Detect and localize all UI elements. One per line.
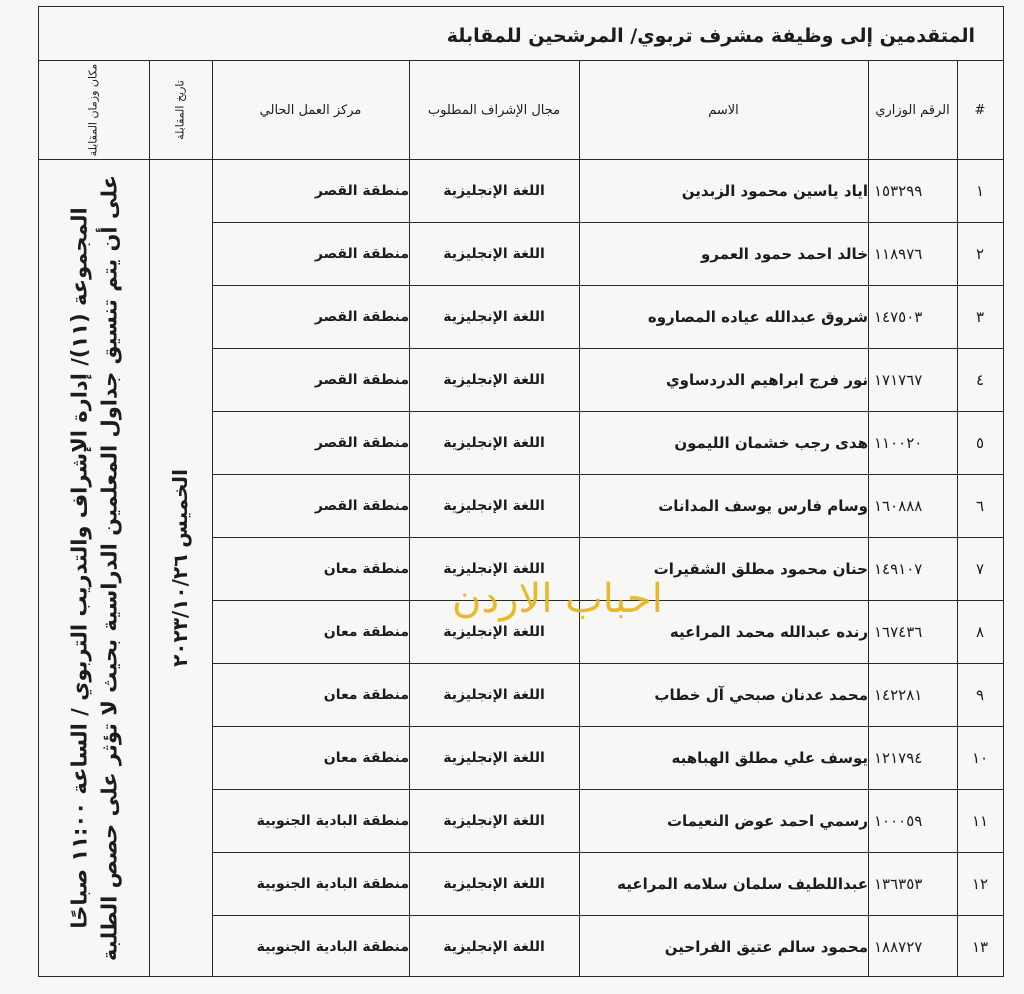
row-workplace: منطقة معان xyxy=(323,686,409,703)
row-supervision-field: اللغة الإنجليزية xyxy=(443,308,545,325)
row-workplace: منطقة البادية الجنوبية xyxy=(256,938,409,955)
row-name: عبداللطيف سلمان سلامه المراعيه xyxy=(617,874,868,893)
row-index: ٤ xyxy=(975,370,985,389)
row-supervision-field: اللغة الإنجليزية xyxy=(443,686,545,703)
row-name: خالد احمد حمود العمرو xyxy=(701,244,868,263)
interview-place-line-2: على أن يتم تنسيق جداول المعلمين الدراسية بحيث لا تؤثر على حصص الطلبة xyxy=(98,174,122,962)
row-supervision-field: اللغة الإنجليزية xyxy=(443,371,545,388)
row-ministry-id: ١٤٩١٠٧ xyxy=(874,559,923,578)
row-workplace: منطقة القصر xyxy=(314,245,409,262)
column-divider xyxy=(957,61,958,976)
row-index: ٦ xyxy=(975,496,985,515)
row-ministry-id: ١٦٠٨٨٨ xyxy=(874,496,923,515)
row-index: ٨ xyxy=(975,622,985,641)
row-index: ٩ xyxy=(975,685,985,704)
row-name: شروق عبدالله عياده المصاروه xyxy=(647,307,868,326)
header-supervision-field: مجال الإشراف المطلوب xyxy=(427,102,561,118)
row-index: ٣ xyxy=(975,307,985,326)
column-divider xyxy=(212,61,213,976)
row-ministry-id: ١٠٠٠٥٩ xyxy=(874,811,923,830)
row-ministry-id: ١١٨٩٧٦ xyxy=(874,244,923,263)
row-ministry-id: ١٧١٧٦٧ xyxy=(874,370,923,389)
row-workplace: منطقة القصر xyxy=(314,371,409,388)
row-supervision-field: اللغة الإنجليزية xyxy=(443,245,545,262)
row-workplace: منطقة معان xyxy=(323,623,409,640)
row-workplace: منطقة القصر xyxy=(314,182,409,199)
row-name: محمود سالم عتيق الفراحين xyxy=(664,937,868,956)
row-supervision-field: اللغة الإنجليزية xyxy=(443,182,545,199)
row-index: ٢ xyxy=(975,244,985,263)
row-ministry-id: ١٥٣٢٩٩ xyxy=(874,181,923,200)
row-ministry-id: ١٢١٧٩٤ xyxy=(874,748,923,767)
column-divider xyxy=(579,61,580,976)
column-divider xyxy=(149,61,150,976)
row-supervision-field: اللغة الإنجليزية xyxy=(443,875,545,892)
row-ministry-id: ١٦٧٤٣٦ xyxy=(874,622,923,641)
row-name: اياد ياسين محمود الزبدين xyxy=(681,181,868,200)
row-supervision-field: اللغة الإنجليزية xyxy=(443,938,545,955)
row-name: محمد عدنان صبحي آل خطاب xyxy=(654,685,868,704)
row-supervision-field: اللغة الإنجليزية xyxy=(443,749,545,766)
row-index: ١٠ xyxy=(971,748,989,767)
row-supervision-field: اللغة الإنجليزية xyxy=(443,623,545,640)
row-index: ٧ xyxy=(975,559,985,578)
header-interview-place-time: مكان وزمان المقابلة xyxy=(86,63,100,157)
row-name: حنان محمود مطلق الشقيرات xyxy=(653,559,868,578)
row-index: ١٢ xyxy=(971,874,989,893)
row-name: يوسف علي مطلق الهباهبه xyxy=(671,748,868,767)
row-workplace: منطقة معان xyxy=(323,749,409,766)
row-ministry-id: ١٨٨٧٢٧ xyxy=(874,937,923,956)
row-workplace: منطقة القصر xyxy=(314,308,409,325)
row-workplace: منطقة البادية الجنوبية xyxy=(256,875,409,892)
title-box xyxy=(38,6,1004,61)
row-supervision-field: اللغة الإنجليزية xyxy=(443,812,545,829)
row-ministry-id: ١٤٢٢٨١ xyxy=(874,685,923,704)
row-workplace: منطقة القصر xyxy=(314,497,409,514)
interview-place-line-1: المجموعة (١١)/ إدارة الإشراف والتدريب التربوي / الساعة ١١:٠٠ صباحًا xyxy=(67,207,92,929)
candidates-table xyxy=(38,60,1004,977)
row-supervision-field: اللغة الإنجليزية xyxy=(443,434,545,451)
header-interview-date: تاريخ المقابلة xyxy=(173,80,187,140)
header-ministry-id: الرقم الوزاري xyxy=(875,102,950,118)
row-index: ٥ xyxy=(975,433,985,452)
row-name: وسام فارس يوسف المدانات xyxy=(658,496,868,515)
row-index: ١٣ xyxy=(971,937,989,956)
row-ministry-id: ١١٠٠٢٠ xyxy=(874,433,923,452)
interview-place xyxy=(65,175,126,961)
row-name: هدى رجب خشمان الليمون xyxy=(674,433,868,452)
row-workplace: منطقة البادية الجنوبية xyxy=(256,812,409,829)
column-divider xyxy=(409,61,410,976)
header-index: # xyxy=(974,102,986,118)
watermark: احباب الاردن xyxy=(452,576,663,622)
row-supervision-field: اللغة الإنجليزية xyxy=(443,497,545,514)
header-workplace: مركز العمل الحالي xyxy=(259,102,362,118)
row-ministry-id: ١٤٧٥٠٣ xyxy=(874,307,923,326)
interview-date: الخميس ٢٠٢٣/١٠/٢٦ xyxy=(168,469,192,667)
header-divider xyxy=(39,159,1003,160)
row-index: ١ xyxy=(975,181,985,200)
row-workplace: منطقة معان xyxy=(323,560,409,577)
row-name: نور فرج ابراهيم الدردساوي xyxy=(665,370,868,389)
row-name: رسمي احمد عوض النعيمات xyxy=(666,811,868,830)
page-title: المتقدمين إلى وظيفة مشرف تربوي/ المرشحين للمقابلة xyxy=(446,25,975,47)
column-divider xyxy=(868,61,869,976)
header-name: الاسم xyxy=(708,102,739,118)
row-ministry-id: ١٣٦٣٥٣ xyxy=(874,874,923,893)
row-supervision-field: اللغة الإنجليزية xyxy=(443,560,545,577)
row-name: رنده عبدالله محمد المراعيه xyxy=(669,622,868,641)
row-workplace: منطقة القصر xyxy=(314,434,409,451)
row-index: ١١ xyxy=(971,811,989,830)
